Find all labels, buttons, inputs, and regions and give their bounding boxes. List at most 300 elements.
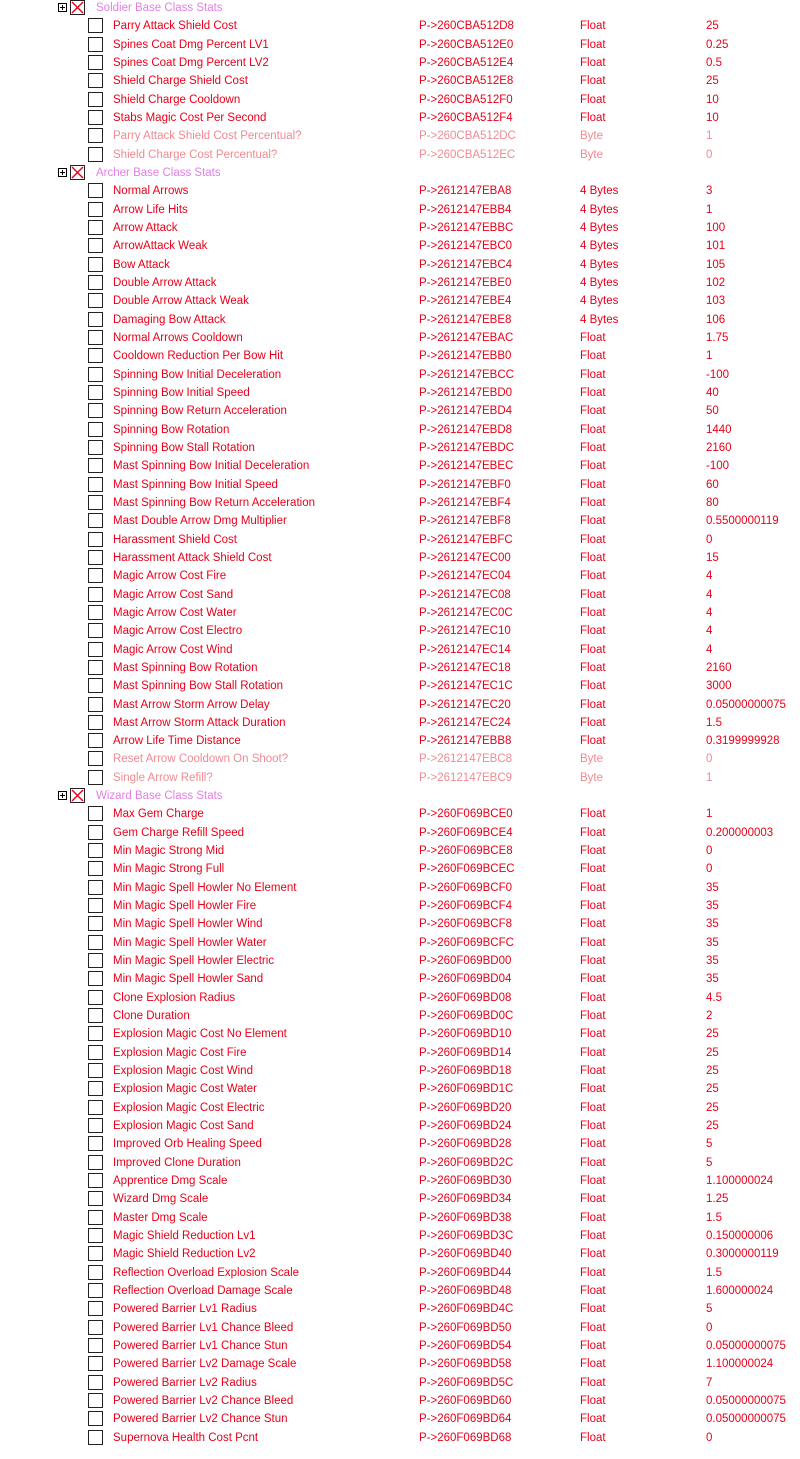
- active-checkbox[interactable]: [88, 183, 103, 198]
- entry-row[interactable]: [0, 1025, 800, 1043]
- entry-address: P->260CBA512DC: [419, 130, 516, 143]
- entry-value[interactable]: 4: [706, 588, 713, 601]
- entry-row[interactable]: [0, 91, 800, 109]
- active-checkbox[interactable]: [88, 642, 103, 657]
- active-checkbox[interactable]: [88, 1246, 103, 1261]
- group-header-row[interactable]: [0, 787, 800, 805]
- entry-row[interactable]: [0, 329, 800, 347]
- entry-address: P->260F069BD14: [419, 1046, 512, 1059]
- entry-row[interactable]: [0, 970, 800, 988]
- entry-description: Clone Explosion Radius: [113, 991, 236, 1004]
- entry-value[interactable]: 0: [706, 148, 713, 161]
- entry-address: P->2612147EBB8: [419, 735, 512, 748]
- active-checkbox[interactable]: [88, 806, 103, 821]
- entry-value[interactable]: 1.5: [706, 1266, 722, 1279]
- entry-value[interactable]: 1440: [706, 423, 732, 436]
- entry-value[interactable]: 0: [706, 845, 713, 858]
- active-checkbox[interactable]: [88, 202, 103, 217]
- entry-value[interactable]: 4.5: [706, 991, 722, 1004]
- entry-address: P->260F069BD64: [419, 1413, 512, 1426]
- entry-row[interactable]: [0, 421, 800, 439]
- entry-row[interactable]: [0, 512, 800, 530]
- entry-row[interactable]: [0, 1355, 800, 1373]
- entry-description: Shield Charge Shield Cost: [113, 75, 248, 88]
- group-checkbox-x-icon[interactable]: [70, 165, 85, 180]
- entry-row[interactable]: [0, 567, 800, 585]
- expand-plus-icon[interactable]: [58, 168, 67, 177]
- active-checkbox[interactable]: [88, 916, 103, 931]
- active-checkbox[interactable]: [88, 220, 103, 235]
- active-checkbox[interactable]: [88, 605, 103, 620]
- entry-value[interactable]: 102: [706, 276, 726, 289]
- entry-row[interactable]: [0, 1392, 800, 1410]
- entry-row[interactable]: [0, 1209, 800, 1227]
- group-header-row[interactable]: [0, 0, 800, 17]
- active-checkbox[interactable]: [88, 1100, 103, 1115]
- entry-value[interactable]: 1: [706, 203, 713, 216]
- entry-value[interactable]: 0.25: [706, 38, 729, 51]
- entry-value[interactable]: 35: [706, 881, 719, 894]
- entry-type: Float: [580, 826, 606, 839]
- entry-description: Powered Barrier Lv2 Radius: [113, 1376, 257, 1389]
- entry-row[interactable]: [0, 1319, 800, 1337]
- expand-plus-icon[interactable]: [58, 791, 67, 800]
- entry-row[interactable]: [0, 897, 800, 915]
- active-checkbox[interactable]: [88, 458, 103, 473]
- entry-row[interactable]: [0, 54, 800, 72]
- active-checkbox[interactable]: [88, 1118, 103, 1133]
- entry-value[interactable]: 4: [706, 606, 713, 619]
- active-checkbox[interactable]: [88, 1045, 103, 1060]
- entry-row[interactable]: [0, 531, 800, 549]
- active-checkbox[interactable]: [88, 1283, 103, 1298]
- active-checkbox[interactable]: [88, 990, 103, 1005]
- active-checkbox[interactable]: [88, 275, 103, 290]
- entry-value[interactable]: 1: [706, 130, 713, 143]
- entry-value[interactable]: 1.75: [706, 331, 729, 344]
- entry-row[interactable]: [0, 604, 800, 622]
- entry-row[interactable]: [0, 1154, 800, 1172]
- entry-value[interactable]: 1.600000024: [706, 1285, 774, 1298]
- entry-row[interactable]: [0, 1099, 800, 1117]
- active-checkbox[interactable]: [88, 623, 103, 638]
- active-checkbox[interactable]: [88, 1301, 103, 1316]
- entry-value[interactable]: -100: [706, 368, 730, 381]
- entry-row[interactable]: [0, 127, 800, 145]
- entry-row[interactable]: [0, 1117, 800, 1135]
- entry-row[interactable]: [0, 256, 800, 274]
- entry-row[interactable]: [0, 549, 800, 567]
- active-checkbox[interactable]: [88, 971, 103, 986]
- entry-row[interactable]: [0, 274, 800, 292]
- entry-value[interactable]: 1.100000024: [706, 1175, 774, 1188]
- entry-type: Float: [580, 56, 606, 69]
- active-checkbox[interactable]: [88, 678, 103, 693]
- entry-row[interactable]: [0, 1245, 800, 1263]
- entry-value[interactable]: 25: [706, 1065, 719, 1078]
- active-checkbox[interactable]: [88, 110, 103, 125]
- entry-row[interactable]: [0, 1227, 800, 1245]
- entry-value[interactable]: 0.200000003: [706, 826, 774, 839]
- active-checkbox[interactable]: [88, 385, 103, 400]
- entry-value[interactable]: 1.5: [706, 716, 722, 729]
- entry-type: Float: [580, 1285, 606, 1298]
- entry-type: Float: [580, 460, 606, 473]
- active-checkbox[interactable]: [88, 843, 103, 858]
- entry-value[interactable]: 4: [706, 570, 713, 583]
- active-checkbox[interactable]: [88, 1063, 103, 1078]
- entry-value[interactable]: 60: [706, 478, 719, 491]
- entry-row[interactable]: [0, 805, 800, 823]
- active-checkbox[interactable]: [88, 440, 103, 455]
- entry-row[interactable]: [0, 201, 800, 219]
- entry-row[interactable]: [0, 1007, 800, 1025]
- entry-row[interactable]: [0, 1190, 800, 1208]
- entry-row[interactable]: [0, 714, 800, 732]
- entry-value[interactable]: 10: [706, 111, 719, 124]
- entry-type: Float: [580, 386, 606, 399]
- entry-value[interactable]: 15: [706, 551, 719, 564]
- entry-value[interactable]: 35: [706, 900, 719, 913]
- entry-value[interactable]: 40: [706, 386, 719, 399]
- entry-value[interactable]: 35: [706, 955, 719, 968]
- entry-address: P->260F069BCE4: [419, 826, 513, 839]
- active-checkbox[interactable]: [88, 1210, 103, 1225]
- entry-row[interactable]: [0, 750, 800, 768]
- entry-row[interactable]: [0, 586, 800, 604]
- entry-value[interactable]: 4: [706, 625, 713, 638]
- entry-value[interactable]: 5: [706, 1138, 713, 1151]
- entry-row[interactable]: [0, 457, 800, 475]
- entry-value[interactable]: 2: [706, 1010, 713, 1023]
- entry-type: Float: [580, 1321, 606, 1334]
- entry-description: Improved Orb Healing Speed: [113, 1138, 262, 1151]
- active-checkbox[interactable]: [88, 367, 103, 382]
- active-checkbox[interactable]: [88, 861, 103, 876]
- entry-type: Float: [580, 38, 606, 51]
- entry-row[interactable]: [0, 182, 800, 200]
- entry-description: Min Magic Spell Howler Electric: [113, 955, 275, 968]
- entry-value[interactable]: 1: [706, 350, 713, 363]
- entry-address: P->260CBA512EC: [419, 148, 516, 161]
- entry-row[interactable]: [0, 696, 800, 714]
- entry-value[interactable]: 0.05000000075: [706, 698, 786, 711]
- entry-row[interactable]: [0, 769, 800, 787]
- active-checkbox[interactable]: [88, 1136, 103, 1151]
- active-checkbox[interactable]: [88, 293, 103, 308]
- entry-value[interactable]: 100: [706, 221, 726, 234]
- entry-value[interactable]: 0: [706, 1431, 713, 1444]
- expand-plus-icon[interactable]: [58, 3, 67, 12]
- active-checkbox[interactable]: [88, 312, 103, 327]
- entry-type: Float: [580, 1413, 606, 1426]
- entry-value[interactable]: 0.150000006: [706, 1230, 774, 1243]
- active-checkbox[interactable]: [88, 37, 103, 52]
- entry-address: P->260F069BD68: [419, 1431, 512, 1444]
- entry-value[interactable]: 0.5: [706, 56, 722, 69]
- entry-type: Float: [580, 111, 606, 124]
- active-checkbox[interactable]: [88, 733, 103, 748]
- entry-row[interactable]: [0, 1337, 800, 1355]
- entry-type: Float: [580, 1138, 606, 1151]
- entry-row[interactable]: [0, 494, 800, 512]
- entry-value[interactable]: 25: [706, 75, 719, 88]
- entry-address: P->2612147EBD4: [419, 405, 513, 418]
- active-checkbox[interactable]: [88, 532, 103, 547]
- entry-value[interactable]: 0: [706, 533, 713, 546]
- active-checkbox[interactable]: [88, 238, 103, 253]
- entry-value[interactable]: 0: [706, 863, 713, 876]
- entry-row[interactable]: [0, 311, 800, 329]
- entry-description: Powered Barrier Lv2 Chance Bleed: [113, 1395, 294, 1407]
- entry-type: 4 Bytes: [580, 313, 619, 326]
- active-checkbox[interactable]: [88, 880, 103, 895]
- active-checkbox[interactable]: [88, 330, 103, 345]
- entry-row[interactable]: [0, 989, 800, 1007]
- entry-value[interactable]: 1.5: [706, 1211, 722, 1224]
- entry-row[interactable]: [0, 1172, 800, 1190]
- entry-address: P->260F069BCE0: [419, 808, 513, 821]
- entry-row[interactable]: [0, 1374, 800, 1392]
- entry-value[interactable]: 0: [706, 753, 713, 766]
- entry-row[interactable]: [0, 952, 800, 970]
- entry-description: Apprentice Dmg Scale: [113, 1175, 228, 1188]
- entry-description: Mast Double Arrow Dmg Multiplier: [113, 515, 287, 528]
- entry-row[interactable]: [0, 1044, 800, 1062]
- active-checkbox[interactable]: [88, 147, 103, 162]
- entry-value[interactable]: 5: [706, 1156, 713, 1169]
- entry-row[interactable]: [0, 476, 800, 494]
- active-checkbox[interactable]: [88, 568, 103, 583]
- active-checkbox[interactable]: [88, 1356, 103, 1371]
- entry-row[interactable]: [0, 347, 800, 365]
- entry-value[interactable]: 80: [706, 496, 719, 509]
- entry-row[interactable]: [0, 842, 800, 860]
- active-checkbox[interactable]: [88, 477, 103, 492]
- entry-value[interactable]: 25: [706, 1046, 719, 1059]
- active-checkbox[interactable]: [88, 898, 103, 913]
- active-checkbox[interactable]: [88, 495, 103, 510]
- entry-value[interactable]: 106: [706, 313, 726, 326]
- entry-row[interactable]: [0, 677, 800, 695]
- entry-row[interactable]: [0, 824, 800, 842]
- entry-type: Byte: [580, 148, 604, 161]
- entry-row[interactable]: [0, 622, 800, 640]
- entry-address: P->2612147EC0C: [419, 606, 513, 619]
- entry-value[interactable]: 25: [706, 1120, 719, 1133]
- active-checkbox[interactable]: [88, 1411, 103, 1426]
- entry-description: Mast Spinning Bow Rotation: [113, 661, 258, 674]
- entry-address: P->260F069BD3C: [419, 1230, 514, 1243]
- entry-type: 4 Bytes: [580, 240, 619, 253]
- entry-type: Float: [580, 900, 606, 913]
- active-checkbox[interactable]: [88, 1173, 103, 1188]
- entry-description: Double Arrow Attack: [113, 276, 217, 289]
- entry-description: Normal Arrows Cooldown: [113, 331, 243, 344]
- entry-row[interactable]: [0, 36, 800, 54]
- active-checkbox[interactable]: [88, 1320, 103, 1335]
- active-checkbox[interactable]: [88, 1338, 103, 1353]
- active-checkbox[interactable]: [88, 1265, 103, 1280]
- entry-row[interactable]: [0, 1080, 800, 1098]
- group-header-row[interactable]: [0, 164, 800, 182]
- active-checkbox[interactable]: [88, 73, 103, 88]
- entry-address: P->2612147EBE8: [419, 313, 512, 326]
- entry-value[interactable]: 25: [706, 1083, 719, 1096]
- entry-row[interactable]: [0, 146, 800, 164]
- entry-value[interactable]: -100: [706, 460, 730, 473]
- entry-value[interactable]: 105: [706, 258, 726, 271]
- active-checkbox[interactable]: [88, 1430, 103, 1445]
- entry-row[interactable]: [0, 915, 800, 933]
- entry-value[interactable]: 5: [706, 1303, 713, 1316]
- active-checkbox[interactable]: [88, 751, 103, 766]
- entry-address: P->2612147EC18: [419, 661, 511, 674]
- entry-address: P->260CBA512E8: [419, 75, 514, 88]
- entry-row[interactable]: [0, 384, 800, 402]
- entry-value[interactable]: 103: [706, 295, 726, 308]
- entry-row[interactable]: [0, 1282, 800, 1300]
- group-checkbox-x-icon[interactable]: [70, 788, 85, 803]
- entry-value[interactable]: 1: [706, 808, 713, 821]
- entry-row[interactable]: [0, 439, 800, 457]
- entry-value[interactable]: 2160: [706, 661, 732, 674]
- entry-description: Double Arrow Attack Weak: [113, 295, 249, 308]
- active-checkbox[interactable]: [88, 1155, 103, 1170]
- active-checkbox[interactable]: [88, 715, 103, 730]
- active-checkbox[interactable]: [88, 770, 103, 785]
- entry-address: P->260F069BD0C: [419, 1010, 514, 1023]
- entry-value[interactable]: 0: [706, 1321, 713, 1334]
- entry-address: P->2612147EC1C: [419, 680, 513, 693]
- entry-description: Harassment Attack Shield Cost: [113, 551, 272, 564]
- entry-value[interactable]: 35: [706, 918, 719, 931]
- active-checkbox[interactable]: [88, 587, 103, 602]
- entry-address: P->2612147EBCC: [419, 368, 514, 381]
- entry-value[interactable]: 0.05000000075: [706, 1413, 786, 1426]
- active-checkbox[interactable]: [88, 1228, 103, 1243]
- entry-type: 4 Bytes: [580, 276, 619, 289]
- active-checkbox[interactable]: [88, 513, 103, 528]
- entry-value[interactable]: 2160: [706, 441, 732, 454]
- entry-address: P->260F069BD40: [419, 1248, 512, 1261]
- entry-value[interactable]: 1.100000024: [706, 1358, 774, 1371]
- entry-row[interactable]: [0, 402, 800, 420]
- entry-row[interactable]: [0, 1410, 800, 1428]
- entry-row[interactable]: [0, 1300, 800, 1318]
- entry-row[interactable]: [0, 934, 800, 952]
- active-checkbox[interactable]: [88, 1008, 103, 1023]
- active-checkbox[interactable]: [88, 55, 103, 70]
- entry-description: Master Dmg Scale: [113, 1211, 208, 1224]
- entry-value[interactable]: 3: [706, 185, 713, 198]
- entry-row[interactable]: [0, 17, 800, 35]
- entry-description: Stabs Magic Cost Per Second: [113, 111, 267, 124]
- entry-value[interactable]: 0.5500000119: [706, 515, 779, 528]
- active-checkbox[interactable]: [88, 403, 103, 418]
- group-checkbox-x-icon[interactable]: [70, 0, 85, 15]
- active-checkbox[interactable]: [88, 697, 103, 712]
- entry-value[interactable]: 101: [706, 240, 726, 253]
- entry-row[interactable]: [0, 366, 800, 384]
- entry-address: P->260F069BD08: [419, 991, 512, 1004]
- entry-type: Float: [580, 1065, 606, 1078]
- entry-value[interactable]: 0.3199999928: [706, 735, 780, 748]
- entry-value[interactable]: 4: [706, 643, 713, 656]
- active-checkbox[interactable]: [88, 257, 103, 272]
- entry-description: Parry Attack Shield Cost: [113, 20, 237, 33]
- active-checkbox[interactable]: [88, 1375, 103, 1390]
- active-checkbox[interactable]: [88, 1191, 103, 1206]
- entry-description: Mast Spinning Bow Return Acceleration: [113, 496, 315, 509]
- active-checkbox[interactable]: [88, 348, 103, 363]
- active-checkbox[interactable]: [88, 935, 103, 950]
- entry-row[interactable]: [0, 860, 800, 878]
- entry-address: P->260F069BD54: [419, 1340, 512, 1353]
- entry-value[interactable]: 25: [706, 1101, 719, 1114]
- entry-row[interactable]: [0, 1264, 800, 1282]
- entry-value[interactable]: 25: [706, 1028, 719, 1041]
- entry-row[interactable]: [0, 1429, 800, 1447]
- active-checkbox[interactable]: [88, 550, 103, 565]
- entry-type: Float: [580, 881, 606, 894]
- entry-value[interactable]: 1: [706, 771, 713, 784]
- entry-row[interactable]: [0, 879, 800, 897]
- entry-address: P->2612147EBA8: [419, 185, 512, 198]
- entry-value[interactable]: 0.05000000075: [706, 1395, 786, 1407]
- entry-type: Byte: [580, 753, 604, 766]
- entry-type: Float: [580, 1248, 606, 1261]
- entry-row[interactable]: [0, 659, 800, 677]
- entry-type: Float: [580, 588, 606, 601]
- entry-value[interactable]: 0.05000000075: [706, 1340, 786, 1353]
- entry-value[interactable]: 35: [706, 973, 719, 986]
- active-checkbox[interactable]: [88, 825, 103, 840]
- entry-row[interactable]: [0, 1135, 800, 1153]
- active-checkbox[interactable]: [88, 422, 103, 437]
- entry-value[interactable]: 35: [706, 936, 719, 949]
- entry-value[interactable]: 10: [706, 93, 719, 106]
- entry-row[interactable]: [0, 732, 800, 750]
- entry-row[interactable]: [0, 641, 800, 659]
- active-checkbox[interactable]: [88, 660, 103, 675]
- entry-description: Powered Barrier Lv1 Chance Stun: [113, 1340, 288, 1353]
- entry-value[interactable]: 25: [706, 20, 719, 33]
- entry-value[interactable]: 3000: [706, 680, 732, 693]
- active-checkbox[interactable]: [88, 18, 103, 33]
- entry-row[interactable]: [0, 72, 800, 90]
- entry-value[interactable]: 7: [706, 1376, 713, 1389]
- active-checkbox[interactable]: [88, 128, 103, 143]
- entry-row[interactable]: [0, 219, 800, 237]
- entry-address: P->260F069BD04: [419, 973, 512, 986]
- entry-row[interactable]: [0, 109, 800, 127]
- entry-type: Float: [580, 1303, 606, 1316]
- entry-value[interactable]: 50: [706, 405, 719, 418]
- active-checkbox[interactable]: [88, 92, 103, 107]
- active-checkbox[interactable]: [88, 953, 103, 968]
- entry-value[interactable]: 0.3000000119: [706, 1248, 779, 1261]
- active-checkbox[interactable]: [88, 1393, 103, 1408]
- active-checkbox[interactable]: [88, 1081, 103, 1096]
- entry-address: P->260F069BD58: [419, 1358, 512, 1371]
- entry-description: Mast Spinning Bow Initial Speed: [113, 478, 278, 491]
- entry-row[interactable]: [0, 237, 800, 255]
- entry-row[interactable]: [0, 292, 800, 310]
- entry-row[interactable]: [0, 1062, 800, 1080]
- entry-value[interactable]: 1.25: [706, 1193, 729, 1206]
- active-checkbox[interactable]: [88, 1026, 103, 1041]
